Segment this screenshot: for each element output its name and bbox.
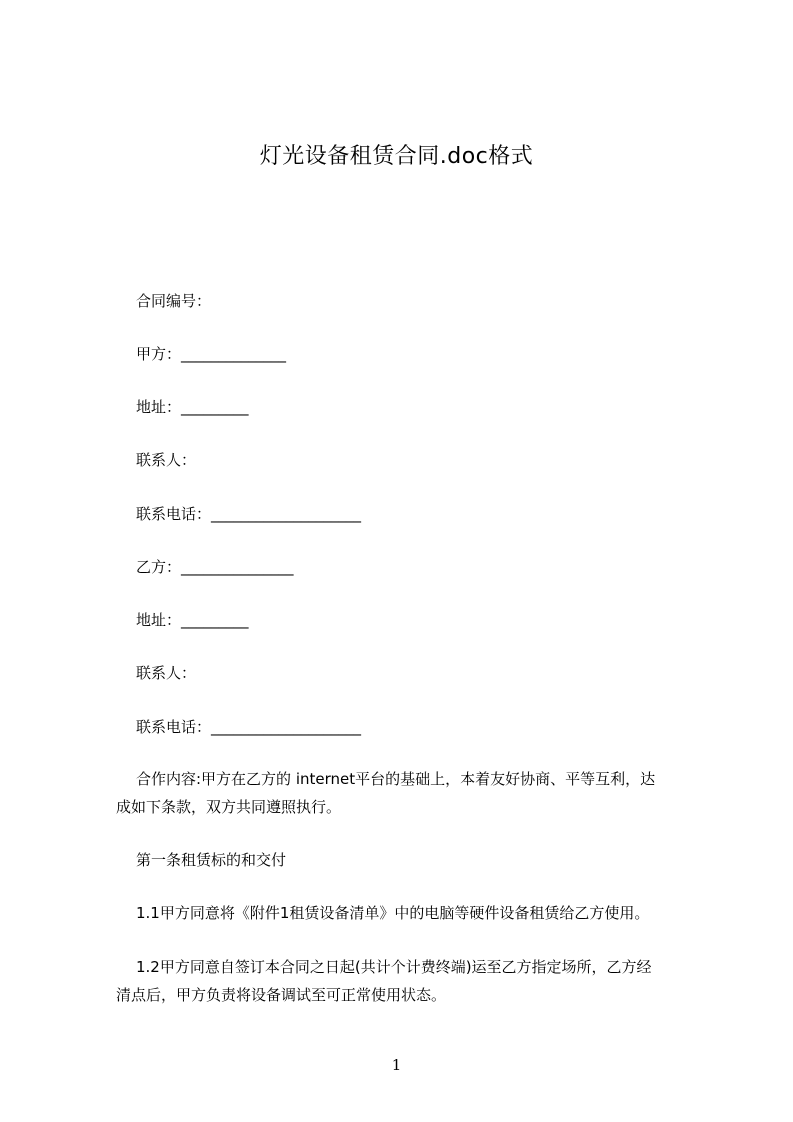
intro-paragraph-line-1: 合作内容:甲方在乙方的 internet平台的基础上，本着友好协商、平等互利，达 [136,770,656,788]
clause-1-2-line-2: 清点后，甲方负责将设备调试至可正常使用状态。 [116,986,447,1004]
party-a-address-field: 地址：_________ [136,398,249,416]
intro-paragraph-line-2: 成如下条款，双方共同遵照执行。 [116,798,342,816]
party-a-contact-field: 联系人： [136,451,197,469]
document-title: 灯光设备租赁合同.doc格式 [259,144,534,169]
party-a-field: 甲方：______________ [136,345,287,363]
clause-1-1: 1.1甲方同意将《附件1租赁设备清单》中的电脑等硬件设备租赁给乙方使用。 [136,904,650,922]
page-number: 1 [391,1056,402,1074]
party-b-contact-field: 联系人： [136,664,197,682]
clause-1-2-line-1: 1.2甲方同意自签订本合同之日起(共计个计费终端)运至乙方指定场所，乙方经 [136,958,652,976]
party-a-phone-field: 联系电话：____________________ [136,505,362,523]
party-b-address-field: 地址：_________ [136,611,249,629]
party-b-field: 乙方：_______________ [136,558,294,576]
section-1-heading: 第一条租赁标的和交付 [136,851,287,869]
party-b-phone-field: 联系电话：____________________ [136,718,362,736]
contract-number-field: 合同编号： [136,292,212,310]
